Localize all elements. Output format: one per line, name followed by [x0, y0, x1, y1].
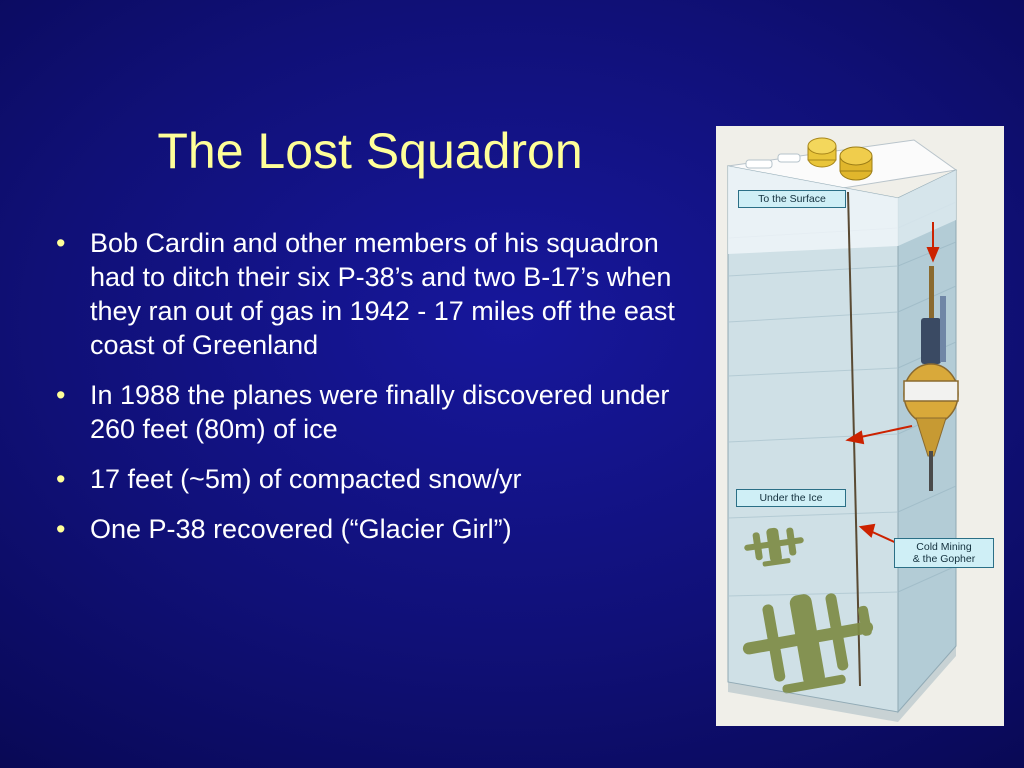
list-item [46, 378, 696, 446]
ice-diagram-svg [716, 126, 1004, 726]
label-cold-mining-line2: & the Gopher [912, 553, 976, 565]
label-to-the-surface: To the Surface [738, 190, 846, 208]
label-under-the-ice: Under the Ice [736, 489, 846, 507]
list-item-text: Bob Cardin and other members of his squadron had to ditch their six P-38’s and two B-17’s when they ran out of gas in 1942 - 17 miles off the east coast of Greenland [90, 228, 675, 360]
bullet-marker-icon: • [56, 228, 66, 258]
bullet-marker-icon: • [56, 380, 66, 410]
list-item-text: One P-38 recovered (“Glacier Girl”) [90, 514, 512, 544]
label-cold-mining-line1: Cold Mining [916, 541, 972, 553]
list-item-text: 17 feet (~5m) of compacted snow/yr [90, 464, 522, 494]
bullet-marker-icon: • [56, 464, 66, 494]
page-title: The Lost Squadron [157, 122, 583, 179]
list-item [46, 226, 696, 362]
ice-cross-section-image [716, 126, 1004, 726]
list-item [46, 512, 696, 546]
bullet-list [46, 226, 696, 562]
bullet-marker-icon: • [56, 514, 66, 544]
label-cold-mining [894, 538, 994, 568]
list-item [46, 462, 696, 496]
list-item-text: In 1988 the planes were finally discovered under 260 feet (80m) of ice [90, 380, 670, 444]
